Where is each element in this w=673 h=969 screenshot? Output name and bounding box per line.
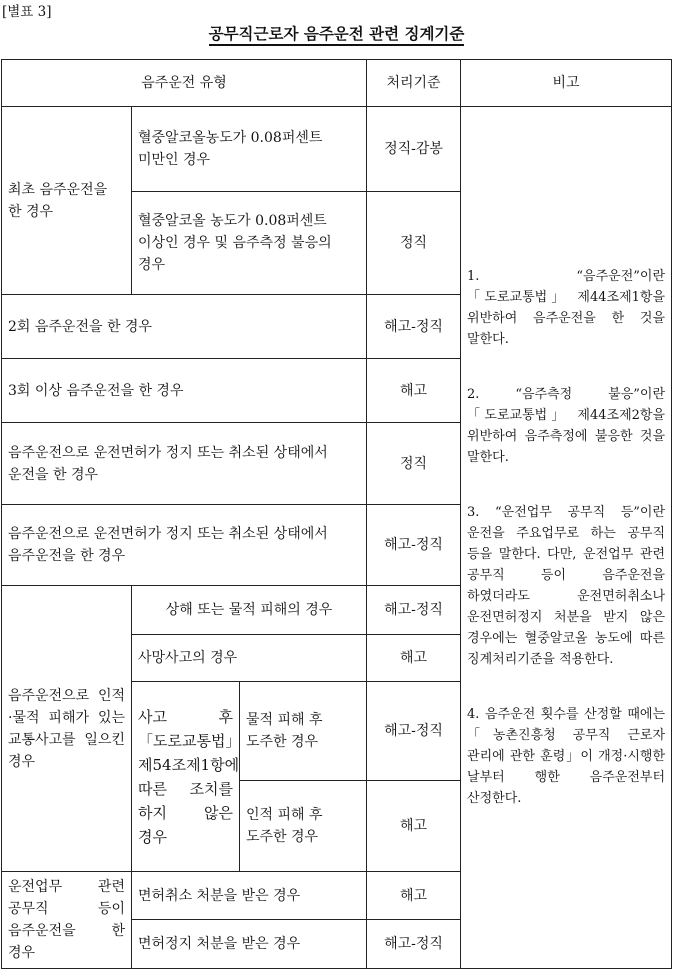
third-offense: 3회 이상 음주운전을 한 경우	[2, 359, 367, 423]
accident-fled-injury-standard: 해고	[367, 781, 461, 872]
remark-item: 3. “운전업무 공무직 등”이란 운전을 주요업무로 하는 공무직 등을 말한다. 다만, 운전업무 관련 공무직 등이 음주운전을 하였더라도 운전면허취소나 운전면허정지 처분을 받지 않은 경우에는 혈중알코올 농도에 따른 징계처리기준을 적용한다.	[467, 505, 666, 667]
accident-fled-property: 물적 피해 후 도주한 경우	[240, 682, 367, 781]
license-suspended-drunk: 음주운전으로 운전면허가 정지 또는 취소된 상태에서 음주운전을 한 경우	[2, 505, 367, 586]
annex-label: [별표 3]	[2, 4, 52, 20]
first-offense-sub1-standard: 정직-감봉	[367, 107, 461, 192]
accident-injury-property-standard: 해고-정직	[367, 586, 461, 635]
accident-fled-property-standard: 해고-정직	[367, 682, 461, 781]
accident-fled-injury: 인적 피해 후 도주한 경우	[240, 781, 367, 872]
driver-worker-revoked-standard: 해고	[367, 872, 461, 920]
accident-label: 음주운전으로 인적·물적 피해가 있는 교통사고를 일으킨 경우	[2, 586, 132, 872]
accident-injury-property: 상해 또는 물적 피해의 경우	[132, 586, 367, 635]
driver-worker-label: 운전업무 관련 공무직 등이 음주운전을 한 경우	[2, 872, 132, 969]
first-offense-sub2: 혈중알코올 농도가 0.08퍼센트 이상인 경우 및 음주측정 불응의 경우	[132, 192, 367, 295]
remark-item: 1. “음주운전”이란 「도로교통법」 제44조제1항을 위반하여 음주운전을 한 것을 말한다.	[467, 269, 666, 347]
accident-death: 사망사고의 경우	[132, 635, 367, 682]
discipline-table	[1, 59, 672, 969]
first-offense-sub1: 혈중알코올농도가 0.08퍼센트 미만인 경우	[132, 107, 367, 192]
driver-worker-revoked: 면허취소 처분을 받은 경우	[132, 872, 367, 920]
license-suspended-drive: 음주운전으로 운전면허가 정지 또는 취소된 상태에서 운전을 한 경우	[2, 423, 367, 505]
remarks-cell	[461, 107, 672, 969]
header-type: 음주운전 유형	[2, 60, 367, 107]
accident-death-standard: 해고	[367, 635, 461, 682]
license-suspended-drive-standard: 정직	[367, 423, 461, 505]
third-offense-standard: 해고	[367, 359, 461, 423]
header-row	[2, 60, 672, 107]
license-suspended-drunk-standard: 해고-정직	[367, 505, 461, 586]
driver-worker-suspended: 면허정지 처분을 받은 경우	[132, 920, 367, 969]
remark-item: 4. 음주운전 횟수를 산정할 때에는 「농촌진흥청 공무직 근로자 관리에 관한 훈령」이 개정·시행한 날부터 행한 음주운전부터 산정한다.	[467, 707, 666, 806]
accident-fled-label: 사고 후 「도로교통법」 제54조제1항에 따른 조치를 하지 않은 경우	[132, 682, 240, 872]
first-offense-sub2-standard: 정직	[367, 192, 461, 295]
driver-worker-suspended-standard: 해고-정직	[367, 920, 461, 969]
header-remarks: 비고	[461, 60, 672, 107]
first-offense-label: 최초 음주운전을 한 경우	[2, 107, 132, 295]
remark-item: 2. “음주측정 불응”이란 「도로교통법」 제44조제2항을 위반하여 음주측정에 불응한 것을 말한다.	[467, 387, 666, 465]
second-offense-standard: 해고-정직	[367, 295, 461, 359]
page-title: 공무직근로자 음주운전 관련 징계기준	[0, 22, 673, 44]
second-offense: 2회 음주운전을 한 경우	[2, 295, 367, 359]
header-standard: 처리기준	[367, 60, 461, 107]
table-row	[2, 107, 672, 192]
